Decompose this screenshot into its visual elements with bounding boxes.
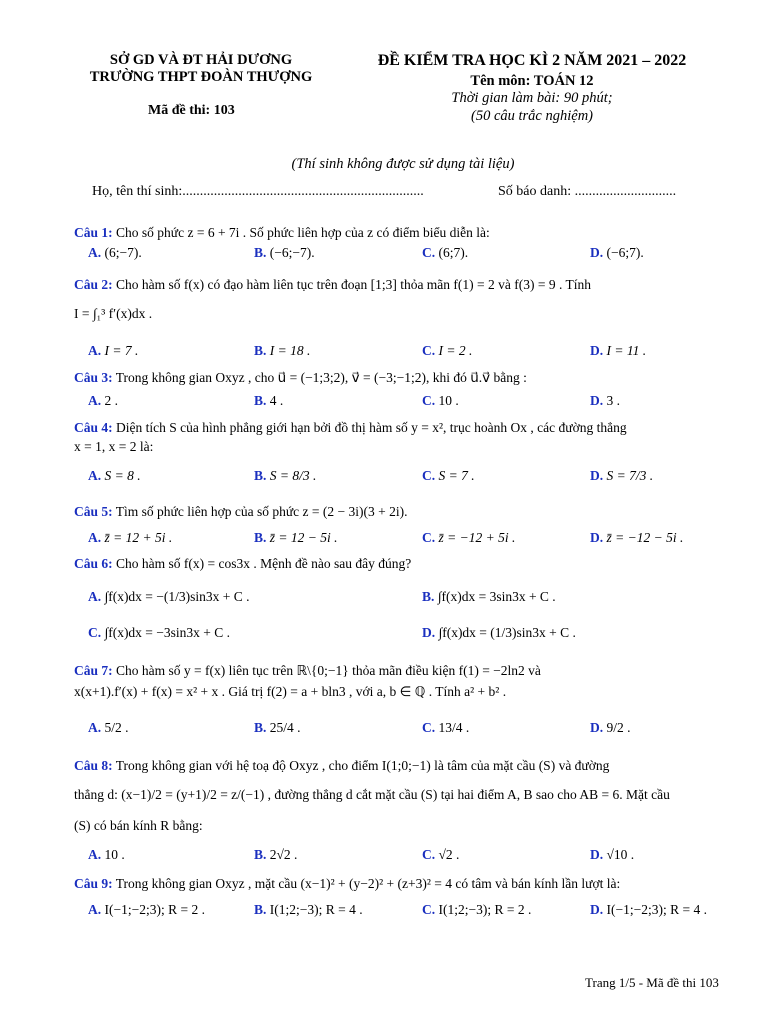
option-d: D. 9/2 .: [590, 720, 631, 735]
option-b: B. 2√2 .: [254, 847, 298, 862]
question-text: Diện tích S của hình phẳng giới hạn bởi đồ thị hàm số y = x², trục hoành Ox , các đường thẳng: [116, 420, 627, 435]
option-c: C. 13/4 .: [422, 720, 470, 735]
option-a: A. ∫f(x)dx = −(1/3)sin3x + C .: [88, 589, 250, 604]
option-c: C. (6;7).: [422, 245, 469, 260]
option-a: A. 10 .: [88, 847, 125, 862]
option-b: B. I = 18 .: [254, 343, 311, 358]
option-a: A. I(−1;−2;3); R = 2 .: [88, 902, 205, 917]
option-c: C. √2 .: [422, 847, 460, 862]
option-d: D. (−6;7).: [590, 245, 644, 260]
question-text: Trong không gian Oxyz , mặt cầu (x−1)² + (y−2)² + (z+3)² = 4 có tâm và bán kính lần lượt là:: [115, 876, 621, 891]
page-footer: Trang 1/5 - Mã đề thi 103: [585, 975, 719, 990]
school-name: TRƯỜNG THPT ĐOÀN THƯỢNG: [89, 69, 313, 85]
question-label: Câu 5:: [74, 504, 113, 519]
question-text: Cho hàm số f(x) có đạo hàm liên tục trên đoạn [1;3] thỏa mãn f(1) = 2 và f(3) = 9 . Tính: [116, 277, 591, 292]
question-4: [74, 417, 732, 439]
question-1: [74, 222, 732, 244]
option-d: D. ∫f(x)dx = (1/3)sin3x + C .: [422, 625, 576, 640]
exam-code: Mã đề thi: 103: [148, 103, 235, 118]
option-b: B. ∫f(x)dx = 3sin3x + C .: [422, 589, 556, 604]
option-c: C. ∫f(x)dx = −3sin3x + C .: [88, 625, 231, 640]
option-b: B. (−6;−7).: [254, 245, 315, 260]
question-text: Cho số phức z = 6 + 7i . Số phức liên hợp của z có điểm biểu diễn là:: [116, 225, 490, 240]
question-label: Câu 7:: [74, 663, 113, 678]
question-8-line3: (S) có bán kính R bằng:: [74, 818, 203, 833]
question-9: [74, 873, 732, 895]
option-d: D. S = 7/3 .: [590, 468, 654, 483]
question-label: Câu 6:: [74, 556, 113, 571]
question-text: Cho hàm số f(x) = cos3x . Mệnh đề nào sau đây đúng?: [116, 556, 412, 571]
option-a: A. S = 8 .: [88, 468, 141, 483]
option-d: D. z̄ = −12 − 5i .: [590, 530, 684, 545]
question-text: Trong không gian với hệ toạ độ Oxyz , cho điểm I(1;0;−1) là tâm của mặt cầu (S) và đường: [115, 758, 610, 773]
question-4-line2: x = 1, x = 2 là:: [74, 439, 154, 454]
question-text: Tìm số phức liên hợp của số phức z = (2 − 3i)(3 + 2i).: [115, 504, 408, 519]
option-b: B. z̄ = 12 − 5i .: [254, 530, 338, 545]
option-b: B. S = 8/3 .: [254, 468, 317, 483]
question-7: [74, 660, 732, 682]
subject-name: Tên môn: TOÁN 12: [470, 73, 594, 89]
option-d: D. I = 11 .: [590, 343, 647, 358]
question-label: Câu 9:: [74, 876, 113, 891]
option-d: D. √10 .: [590, 847, 635, 862]
question-text: Trong không gian Oxyz , cho u⃗ = (−1;3;2), v⃗ = (−3;−1;2), khi đó u⃗.v⃗ bằng :: [115, 370, 527, 385]
question-label: Câu 1:: [74, 225, 113, 240]
option-c: C. 10 .: [422, 393, 459, 408]
option-c: C. z̄ = −12 + 5i .: [422, 530, 516, 545]
option-a: A. 2 .: [88, 393, 118, 408]
option-a: A. z̄ = 12 + 5i .: [88, 530, 173, 545]
exam-title: ĐỀ KIỂM TRA HỌC KÌ 2 NĂM 2021 – 2022: [377, 52, 687, 69]
option-b: B. 25/4 .: [254, 720, 301, 735]
option-b: B. I(1;2;−3); R = 4 .: [254, 902, 363, 917]
question-label: Câu 4:: [74, 420, 113, 435]
question-8: [74, 755, 732, 777]
question-2-integral: I = ∫₁³ f′(x)dx .: [74, 306, 153, 321]
question-label: Câu 2:: [74, 277, 113, 292]
option-a: A. 5/2 .: [88, 720, 129, 735]
question-label: Câu 3:: [74, 370, 113, 385]
question-5: [74, 501, 732, 523]
option-b: B. 4 .: [254, 393, 284, 408]
question-7-line2: x(x+1).f′(x) + f(x) = x² + x . Giá trị f(2) = a + bln3 , với a, b ∈ ℚ . Tính a² + b² .: [74, 684, 507, 699]
question-count: (50 câu trắc nghiệm): [470, 108, 593, 124]
option-c: C. I(1;2;−3); R = 2 .: [422, 902, 532, 917]
question-text: Cho hàm số y = f(x) liên tục trên ℝ\{0;−1} thỏa mãn điều kiện f(1) = −2ln2 và: [116, 663, 541, 678]
option-c: C. S = 7 .: [422, 468, 475, 483]
question-8-line2: thẳng d: (x−1)/2 = (y+1)/2 = z/(−1) , đường thẳng d cắt mặt cầu (S) tại hai điểm A, B sao cho AB = 6. Mặt cầu: [74, 787, 670, 802]
question-3: [74, 367, 732, 389]
option-d: D. I(−1;−2;3); R = 4 .: [590, 902, 707, 917]
exam-duration: Thời gian làm bài: 90 phút;: [451, 90, 613, 106]
department-name: SỞ GD VÀ ĐT HẢI DƯƠNG: [109, 52, 293, 68]
option-c: C. I = 2 .: [422, 343, 473, 358]
option-a: A. (6;−7).: [88, 245, 142, 260]
question-6: [74, 553, 732, 575]
option-d: D. 3 .: [590, 393, 620, 408]
question-label: Câu 8:: [74, 758, 113, 773]
exam-note: (Thí sinh không được sử dụng tài liệu): [291, 156, 515, 172]
candidate-id-field: Số báo danh: .............................: [498, 184, 677, 199]
question-2: [74, 274, 732, 296]
candidate-name-field: Họ, tên thí sinh:.....................................................................: [92, 184, 424, 199]
option-a: A. I = 7 .: [88, 343, 139, 358]
